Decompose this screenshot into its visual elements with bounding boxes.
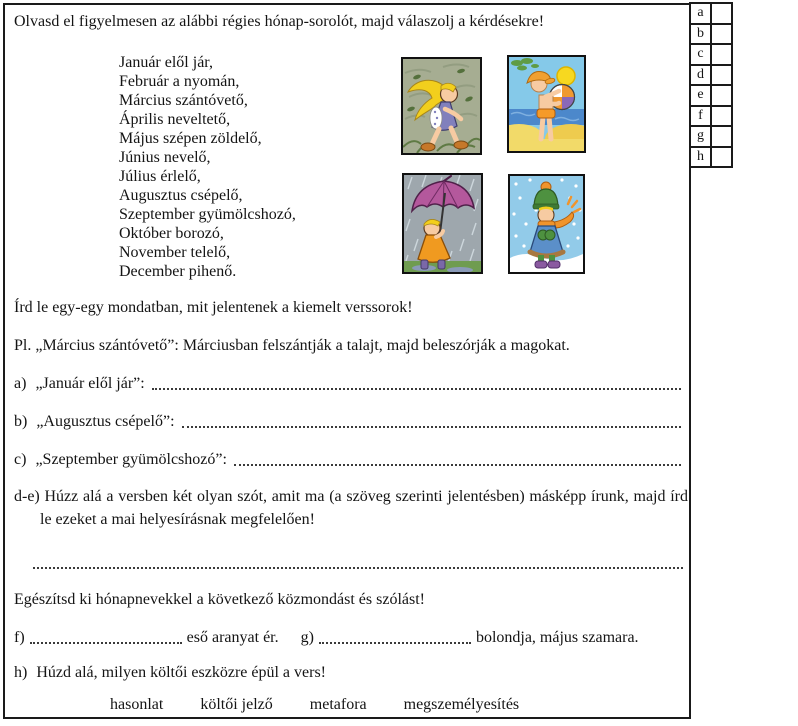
poem-line: November telelő,: [119, 244, 231, 261]
poem-line: Augusztus csépelő,: [119, 187, 243, 204]
question-de-text: Húzz alá a versben két olyan szót, amit ma (a szöveg szerinti jelentésben) másképp írunk, majd írd le ezeket a mai helyesírásnak megfelelően!: [40, 488, 689, 528]
question-g-answer-line[interactable]: [319, 628, 471, 644]
proverb-instruction: Egészítsd ki hónapnevekkel a következő közmondást és szólást!: [14, 591, 425, 608]
explain-instruction: Írd le egy-egy mondatban, mit jelentenek a kiemelt verssorok!: [14, 299, 413, 316]
poem-line: Január elől jár,: [119, 54, 213, 71]
option-metafora[interactable]: metafora: [309, 696, 367, 713]
question-de-label: d-e): [14, 488, 40, 505]
grading-row-label: e: [691, 86, 710, 105]
poem-line: Április neveltető,: [119, 111, 231, 128]
question-h-options: [14, 695, 681, 714]
example-sentence: Pl. „Március szántóvető”: Márciusban felszántják a talajt, majd beleszórják a magokat.: [14, 337, 570, 354]
question-f-label: f): [14, 629, 25, 646]
option-hasonlat[interactable]: hasonlat: [110, 696, 164, 713]
grading-cell-a[interactable]: [712, 4, 731, 23]
poem-line: Február a nyomán,: [119, 73, 240, 90]
question-c: [14, 450, 681, 469]
grading-cell-d[interactable]: [712, 66, 731, 85]
grading-cell-c[interactable]: [712, 45, 731, 64]
poem-line: December pihenő.: [119, 263, 237, 280]
rainy-autumn-illustration: [402, 173, 483, 274]
question-f-text: eső aranyat ér.: [186, 629, 279, 646]
summer-beach-illustration: [507, 55, 586, 153]
grading-row-label: d: [691, 66, 710, 85]
grading-table: [689, 2, 733, 168]
grading-row-label: f: [691, 107, 710, 126]
question-b: [14, 412, 681, 431]
grading-cell-e[interactable]: [712, 86, 731, 105]
grading-row-label: b: [691, 25, 710, 44]
question-h-text: Húzd alá, milyen költői eszközre épül a vers!: [36, 664, 326, 681]
question-de-answer-line[interactable]: [33, 553, 683, 569]
option-koltoi-jelzo[interactable]: költői jelző: [200, 696, 273, 713]
grading-row-label: c: [691, 45, 710, 64]
grading-row-label: h: [691, 148, 710, 167]
question-b-answer-line[interactable]: [182, 412, 681, 428]
poem-line: Szeptember gyümölcshozó,: [119, 206, 296, 223]
poem: [119, 53, 296, 281]
grading-cell-h[interactable]: [712, 148, 731, 167]
poem-line: Június nevelő,: [119, 149, 211, 166]
worksheet-sheet: [3, 3, 691, 719]
poem-line: Október borozó,: [119, 225, 224, 242]
question-a-text: „Január elől jár”:: [35, 375, 145, 392]
question-b-label: b): [14, 413, 28, 430]
question-c-answer-line[interactable]: [234, 450, 681, 466]
question-a: [14, 374, 681, 393]
question-de: [14, 485, 688, 531]
question-f-answer-line[interactable]: [30, 628, 182, 644]
question-h-label: h): [14, 664, 28, 681]
poem-line: Március szántóvető,: [119, 92, 248, 109]
question-g-label: g): [300, 629, 314, 646]
grading-row-label: g: [691, 127, 710, 146]
grading-cell-f[interactable]: [712, 107, 731, 126]
task-title: Olvasd el figyelmesen az alábbi régies hónap-sorolót, majd válaszolj a kérdésekre!: [14, 13, 545, 30]
grading-row-label: a: [691, 4, 710, 23]
question-c-label: c): [14, 451, 27, 468]
grading-cell-g[interactable]: [712, 127, 731, 146]
windy-spring-illustration: [401, 57, 482, 155]
questions-f-g: [14, 628, 681, 647]
option-megszemelyesites[interactable]: megszemélyesítés: [403, 696, 520, 713]
question-g-text: bolondja, május szamara.: [475, 629, 639, 646]
question-b-text: „Augusztus csépelő”:: [36, 413, 175, 430]
snowy-winter-illustration: [508, 174, 585, 274]
question-c-text: „Szeptember gyümölcshozó”:: [35, 451, 227, 468]
question-a-label: a): [14, 375, 27, 392]
grading-cell-b[interactable]: [712, 25, 731, 44]
question-a-answer-line[interactable]: [152, 374, 681, 390]
poem-line: Május szépen zöldelő,: [119, 130, 262, 147]
poem-line: Július érlelő,: [119, 168, 201, 185]
question-h: [14, 663, 681, 682]
